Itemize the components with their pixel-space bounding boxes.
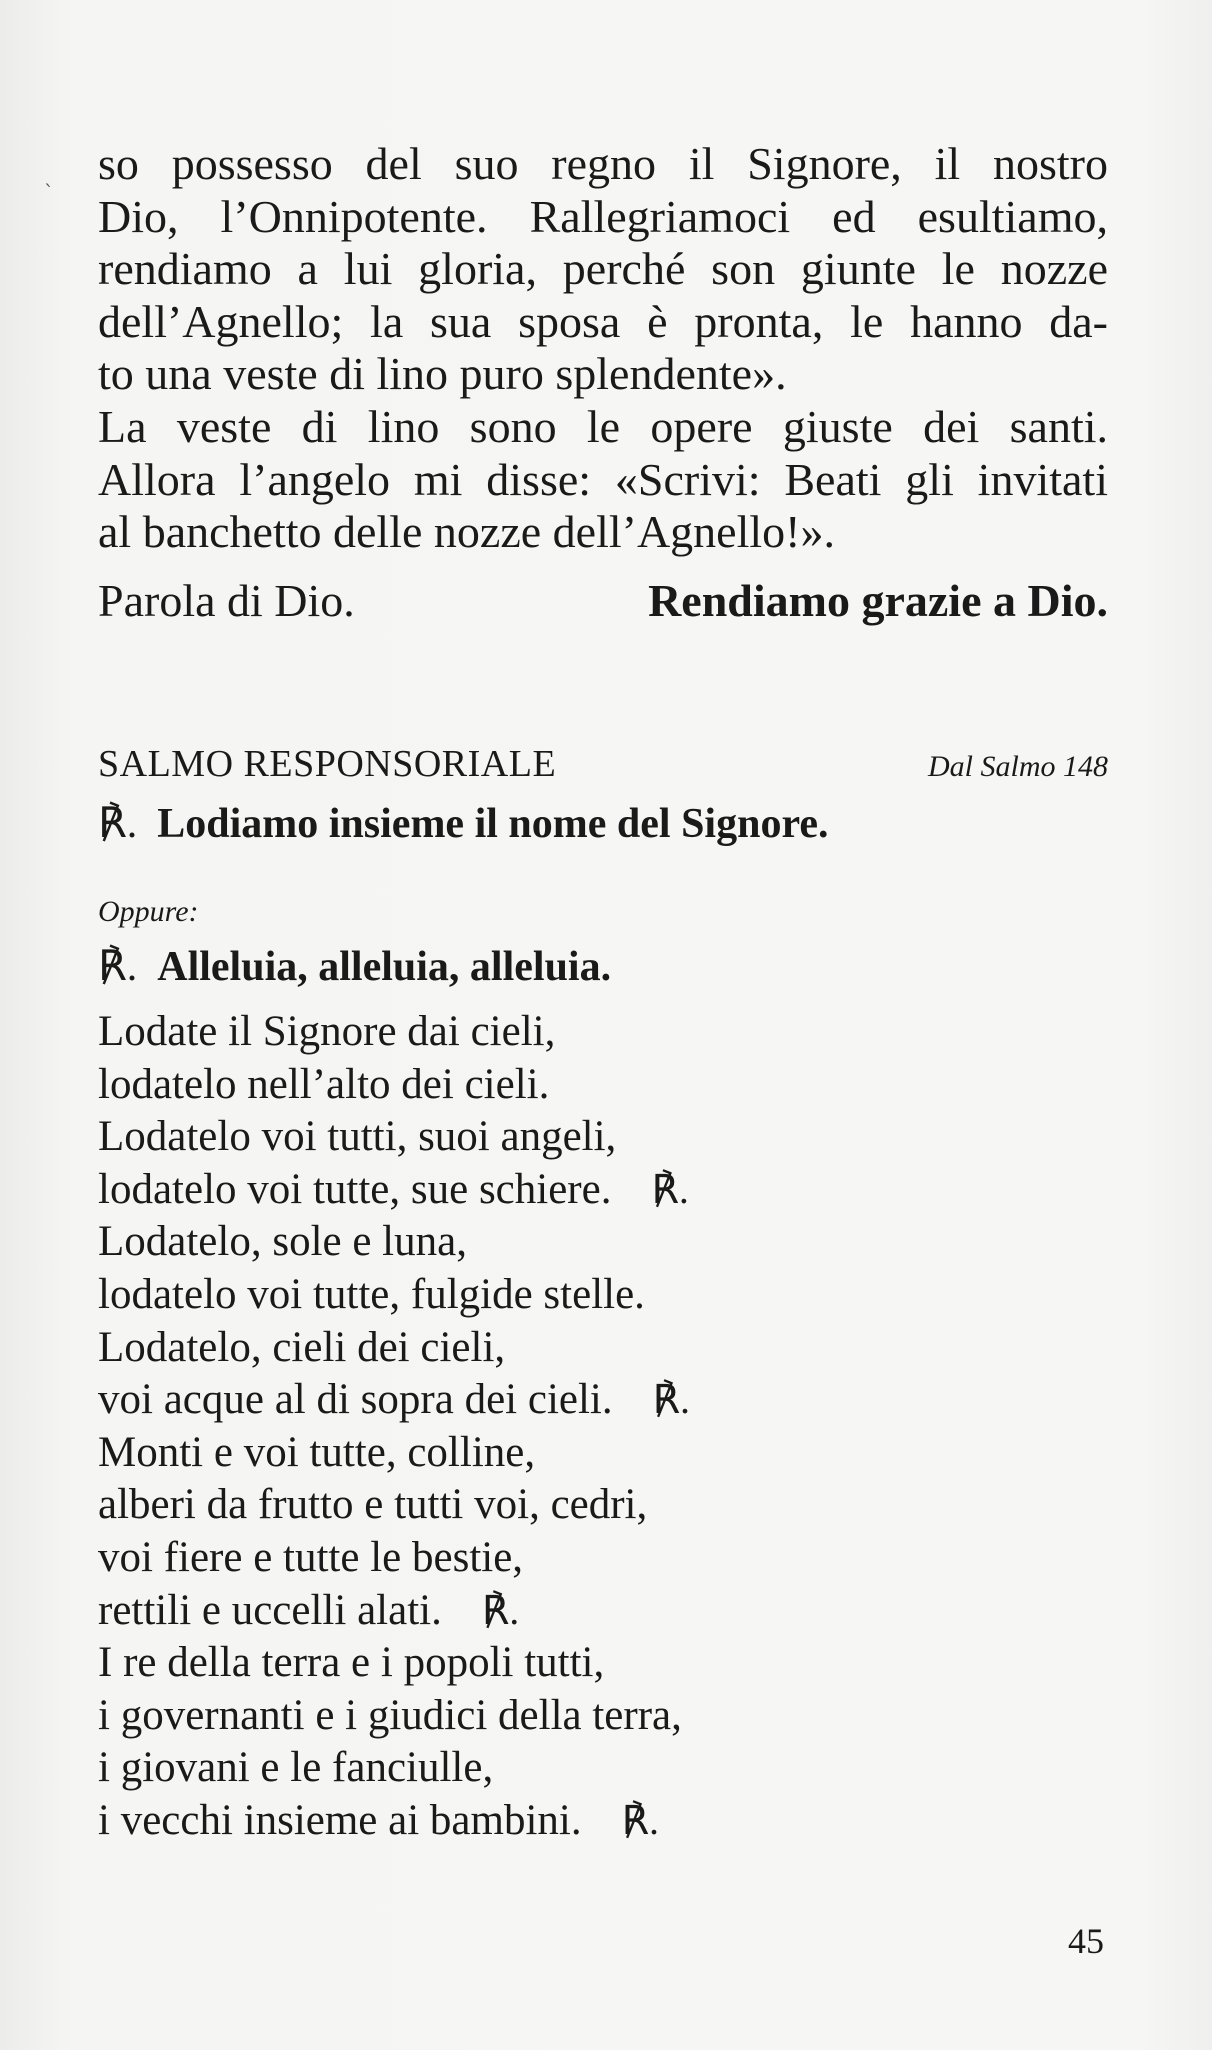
verse-line: Lodatelo, sole e luna,: [98, 1218, 467, 1266]
verse-line: [98, 1585, 1108, 1638]
verse-line: voi fiere e tutte le bestie,: [98, 1533, 524, 1581]
psalm-refrain-alt: [98, 943, 1108, 991]
prose-line: Dio, l’Onnipotente. Rallegriamoci ed esultiamo,: [98, 190, 1108, 242]
reading-closing: [98, 575, 1108, 627]
verse-line: Monti e voi tutte, colline,: [98, 1428, 536, 1476]
prose-line: dell’Agnello; la sua sposa è pronta, le hanno da-: [98, 295, 1108, 347]
verse-line: [98, 1374, 1108, 1427]
prose-line: to una veste di lino puro splendente».: [98, 348, 787, 400]
response-mark: ℟.: [481, 1587, 520, 1633]
psalm-title: SALMO RESPONSORIALE: [98, 743, 557, 785]
oppure-label: Oppure:: [98, 895, 199, 928]
response-symbol: ℟.: [98, 801, 138, 847]
verse-line: i governanti e i giudici della terra,: [98, 1691, 682, 1739]
verse-line: [98, 1164, 1108, 1217]
response-mark: ℟.: [652, 1377, 690, 1423]
prose-line: Allora l’angelo mi disse: «Scrivi: Beati gli invitati: [98, 453, 1108, 505]
verse-line: [98, 1795, 1108, 1848]
psalm-refrain: [98, 800, 1108, 848]
verse-line: lodatelo nell’alto dei cieli.: [98, 1060, 550, 1108]
verse-line: Lodatelo voi tutti, suoi angeli,: [98, 1113, 617, 1161]
response-mark: ℟.: [621, 1797, 659, 1843]
verse-text: i vecchi insieme ai bambini.: [98, 1796, 582, 1844]
verse-text: voi acque al di sopra dei cieli.: [98, 1376, 613, 1424]
psalm-header: [98, 742, 1108, 786]
prose-line: so possesso del suo regno il Signore, il nostro: [98, 138, 1108, 189]
verse-line: lodatelo voi tutte, fulgide stelle.: [98, 1270, 645, 1318]
page-number: 45: [1068, 1921, 1104, 1961]
verse-line: i giovani e le fanciulle,: [98, 1744, 494, 1792]
margin-mark: `: [44, 180, 54, 204]
verse-line: Lodate il Signore dai cieli,: [98, 1008, 556, 1055]
prose-line: La veste di lino sono le opere giuste dei santi.: [98, 400, 1108, 452]
refrain-alt-text: Alleluia, alleluia, alleluia.: [157, 944, 612, 990]
verse-line: Lodatelo, cieli dei cieli,: [98, 1323, 506, 1371]
verse-line: I re della terra e i popoli tutti,: [98, 1639, 605, 1687]
closing-response: Rendiamo grazie a Dio.: [648, 575, 1108, 626]
response-symbol: ℟.: [98, 944, 138, 990]
psalm-source: Dal Salmo 148: [928, 750, 1108, 783]
verse-line: alberi da frutto e tutti voi, cedri,: [98, 1481, 648, 1529]
prose-line: rendiamo a lui gloria, perché son giunte le nozze: [98, 243, 1108, 295]
verse-text: rettili e uccelli alati.: [98, 1586, 442, 1634]
psalm-verses: [98, 1006, 1108, 1848]
prose-line: al banchetto delle nozze dell’Agnello!».: [98, 506, 835, 558]
response-mark: ℟.: [651, 1166, 689, 1212]
reading-prose: [98, 138, 1108, 559]
refrain-text: Lodiamo insieme il nome del Signore.: [157, 801, 829, 847]
closing-word: Parola di Dio.: [98, 575, 355, 626]
verse-text: lodatelo voi tutte, sue schiere.: [98, 1165, 612, 1213]
